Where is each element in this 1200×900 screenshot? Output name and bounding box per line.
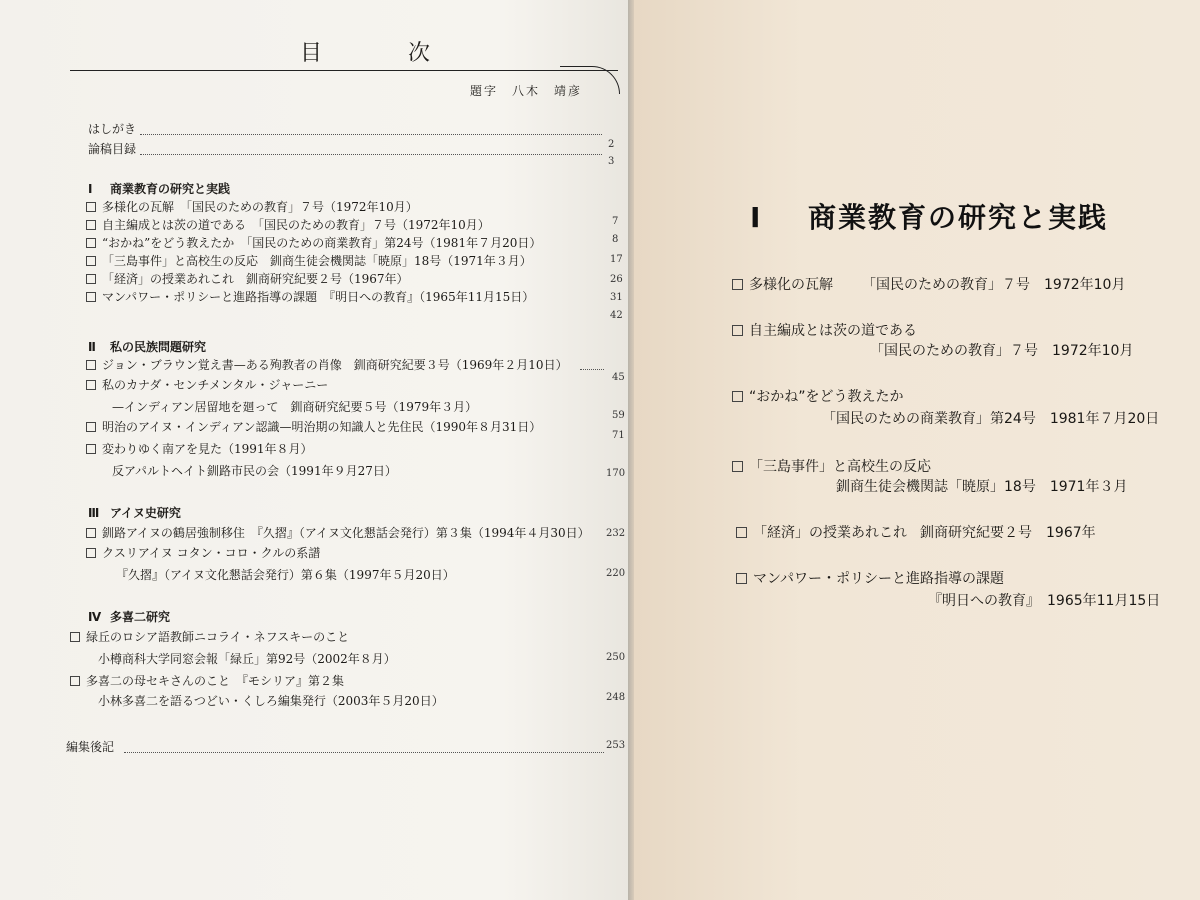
toc-entry: 私のカナダ・センチメンタル・ジャーニー (86, 376, 328, 393)
section-title: アイヌ史研究 (110, 506, 181, 520)
section-number: Ⅰ (88, 182, 93, 196)
toc-entry-continuation: 小樽商科大学同窓会報「緑丘」第92号（2002年８月） (98, 652, 396, 666)
page-number: 253 (606, 740, 626, 751)
entry-source: 釧商研究紀要２号 1967年 (920, 525, 1096, 541)
toc-entry: 自主編成とは茨の道である 「国民のための教育」７号（1972年10月） (86, 216, 490, 233)
checkbox-icon (86, 238, 96, 248)
toc-entry-continuation: 反アパルトヘイト釧路市民の会（1991年９月27日） (112, 464, 397, 478)
leader-dots (580, 369, 604, 370)
section-number: Ⅱ (88, 340, 96, 354)
chapter-entry (732, 274, 833, 294)
entry-source: 『明日への教育』 1965年11月15日 (928, 593, 1161, 609)
toc-entry-continuation: 『久摺』（アイヌ文化懇話会発行）第６集（1997年５月20日） (116, 568, 455, 582)
chapter-entry (736, 568, 1004, 588)
checkbox-icon (70, 632, 80, 642)
page-number: 31 (610, 292, 623, 303)
toc-entry: 釧路アイヌの鶴居強制移住 『久摺』（アイヌ文化懇話会発行）第３集（1994年４月30日） (86, 524, 590, 541)
section-title: 私の民族問題研究 (110, 340, 207, 354)
section-heading (88, 180, 230, 197)
toc-entry-continuation: 小林多喜二を語るつどい・くしろ編集発行（2003年５月20日） (98, 694, 444, 708)
entry-source: 「国民のための教育」７号 1972年10月 (870, 343, 1134, 359)
checkbox-icon (736, 527, 747, 538)
toc-entry: ジョン・ブラウン覚え書—ある殉教者の肖像 釧商研究紀要３号（1969年２月10日） (86, 356, 568, 373)
section-heading (88, 504, 181, 521)
section-heading (88, 338, 206, 355)
page-number: 232 (606, 528, 626, 539)
section-heading (88, 608, 170, 625)
right-page (634, 0, 1200, 900)
entry-title: “おかね”をどう教えたか (749, 389, 904, 405)
page-number: 17 (610, 254, 623, 265)
leader-dots (140, 134, 602, 135)
entry-title: 自主編成とは茨の道である (749, 323, 917, 339)
toc-entry-continuation: —インディアン居留地を廻って 釧商研究紀要５号（1979年３月） (112, 400, 478, 414)
checkbox-icon (736, 573, 747, 584)
checkbox-icon (86, 548, 96, 558)
calligraphy-credit: 題字 八木 靖彦 (470, 84, 583, 98)
page-number: 8 (612, 234, 619, 245)
checkbox-icon (70, 676, 80, 686)
checkbox-icon (86, 360, 96, 370)
title-rule (70, 70, 618, 71)
checkbox-icon (732, 391, 743, 402)
section-title: 商業教育の研究と実践 (110, 182, 231, 196)
section-title: 多喜二研究 (110, 610, 171, 624)
leader-dots (124, 752, 604, 753)
toc-entry: “おかね”をどう教えたか 「国民のための商業教育」第24号（1981年７月20日） (86, 234, 541, 251)
chapter-entry (732, 386, 904, 406)
page-number: 26 (610, 274, 623, 285)
entry-source: 釧商生徒会機関誌「暁原」18号 1971年３月 (836, 479, 1128, 495)
checkbox-icon (86, 292, 96, 302)
checkbox-icon (732, 325, 743, 336)
page-number: 248 (606, 692, 626, 703)
leader-dots (140, 154, 602, 155)
chapter-title: 商業教育の研究と実践 (808, 201, 1109, 234)
entry-source: 「国民のための教育」７号 1972年10月 (862, 277, 1126, 293)
page-number: 59 (612, 410, 625, 421)
chapter-entry (732, 320, 917, 340)
page-number: 220 (606, 568, 626, 579)
toc-entry-front: はしがき (88, 122, 137, 136)
page-number: 42 (610, 310, 623, 321)
checkbox-icon (86, 274, 96, 284)
entry-title: 「三島事件」と高校生の反応 (749, 459, 931, 475)
toc-entry: 多喜二の母セキさんのこと 『モシリア』第２集 (70, 672, 344, 689)
page-number: 2 (608, 139, 615, 150)
page-number: 170 (606, 468, 626, 479)
toc-entry: 変わりゆく南アを見た（1991年８月） (86, 440, 313, 457)
section-number: Ⅲ (88, 506, 100, 520)
entry-title: 多様化の瓦解 (749, 277, 833, 293)
toc-title: 目 次 (300, 41, 463, 66)
page-number: 7 (612, 216, 619, 227)
section-number: Ⅳ (88, 610, 102, 624)
toc-entry: 「経済」の授業あれこれ 釧商研究紀要２号（1967年） (86, 270, 409, 287)
page-number: 45 (612, 372, 625, 383)
checkbox-icon (86, 422, 96, 432)
checkbox-icon (732, 279, 743, 290)
toc-entry: 多様化の瓦解 「国民のための教育」７号（1972年10月） (86, 198, 418, 215)
checkbox-icon (86, 220, 96, 230)
checkbox-icon (86, 202, 96, 212)
checkbox-icon (86, 444, 96, 454)
checkbox-icon (86, 528, 96, 538)
checkbox-icon (732, 461, 743, 472)
entry-title: 「経済」の授業あれこれ (753, 525, 907, 541)
toc-entry-front: 論稿目録 (88, 142, 137, 156)
checkbox-icon (86, 256, 96, 266)
chapter-heading (750, 196, 1108, 236)
checkbox-icon (86, 380, 96, 390)
toc-entry: マンパワー・ポリシーと進路指導の課題 『明日への教育』（1965年11月15日） (86, 288, 534, 305)
toc-entry: クスリアイヌ コタン・コロ・クルの系譜 (86, 544, 320, 561)
page-number: 3 (608, 156, 615, 167)
chapter-entry (736, 522, 907, 542)
toc-entry: 明治のアイヌ・インディアン認識—明治期の知識人と先住民（1990年８月31日） (86, 418, 541, 435)
chapter-number: Ⅰ (750, 201, 763, 234)
page-number: 71 (612, 430, 625, 441)
toc-entry: 「三島事件」と高校生の反応 釧商生徒会機関誌「暁原」18号（1971年３月） (86, 252, 532, 269)
entry-source: 「国民のための商業教育」第24号 1981年７月20日 (822, 411, 1160, 427)
chapter-entry (732, 456, 931, 476)
page-number: 250 (606, 652, 626, 663)
toc-entry: 緑丘のロシア語教師ニコライ・ネフスキーのこと (70, 628, 349, 645)
entry-title: マンパワー・ポリシーと進路指導の課題 (753, 571, 1005, 587)
toc-entry-back: 編集後記 (66, 740, 115, 754)
